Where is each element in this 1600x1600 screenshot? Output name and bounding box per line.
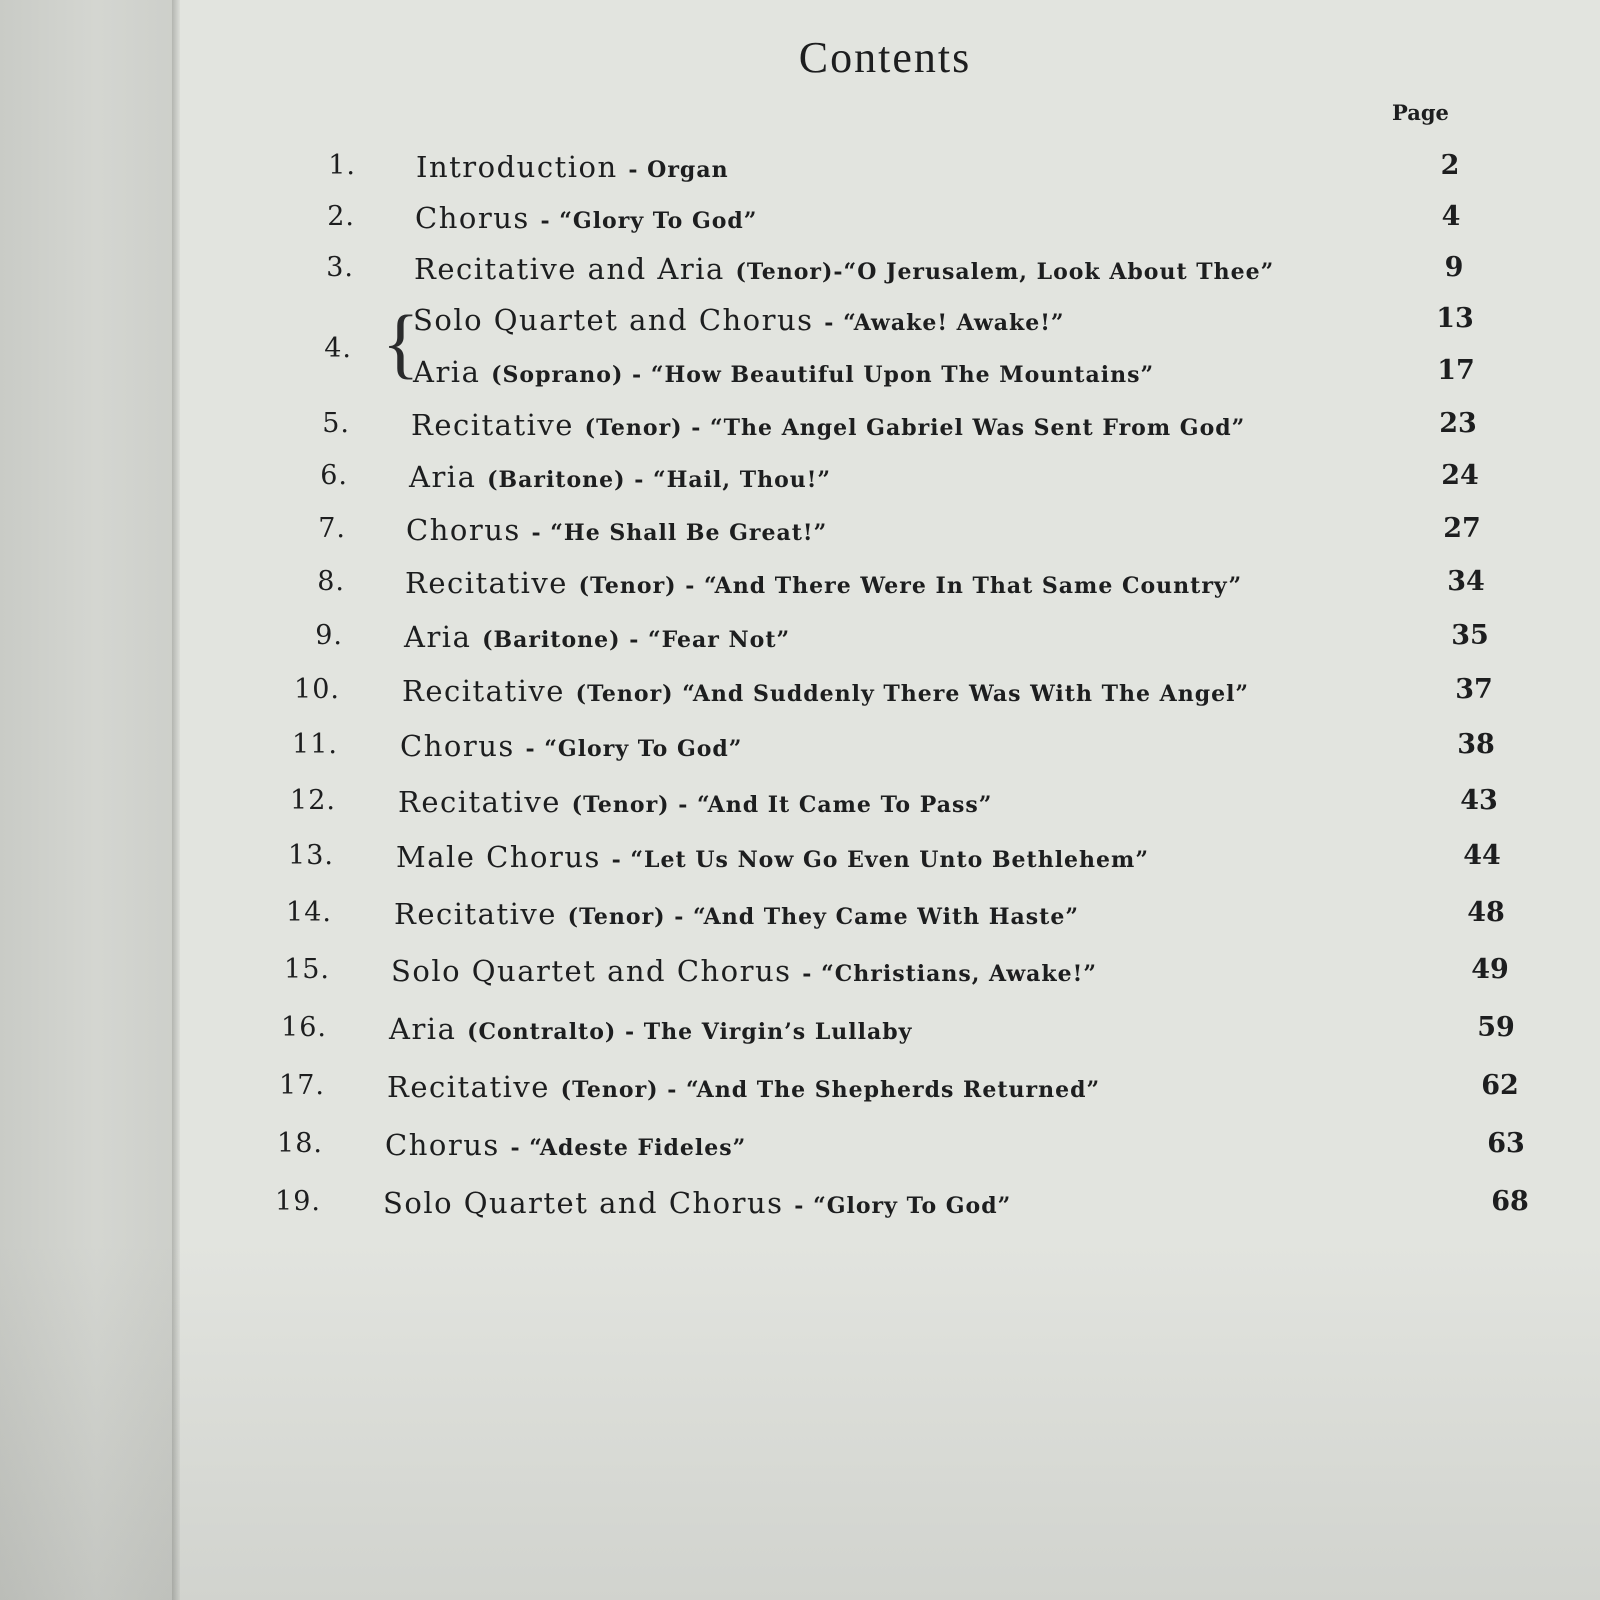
entry-page: 24 xyxy=(1441,460,1479,491)
entry-detail: (Baritone) - “Hail, Thou!” xyxy=(487,467,832,493)
entry-number: 1. xyxy=(328,150,356,181)
entry-detail: - “Glory To God” xyxy=(794,1193,1012,1219)
entry-title xyxy=(406,513,827,547)
entry-title xyxy=(414,252,1274,286)
entry-number: 18. xyxy=(277,1128,323,1159)
entry-title xyxy=(391,954,1097,988)
entry-title xyxy=(396,840,1149,874)
entry-number: 16. xyxy=(281,1012,327,1043)
entry-main: Recitative xyxy=(394,897,557,931)
entry-title xyxy=(400,729,742,763)
entry-page: 44 xyxy=(1463,840,1501,871)
entry-number: 12. xyxy=(290,785,336,816)
entry-detail: (Tenor) - “And The Shepherds Returned” xyxy=(560,1077,1101,1103)
entry-page: 27 xyxy=(1443,513,1481,544)
entry-4-brace: { xyxy=(382,299,420,386)
entry-title xyxy=(413,355,1154,389)
entry-main: Aria xyxy=(389,1012,457,1046)
entry-page: 63 xyxy=(1487,1128,1525,1159)
page-column-header: Page xyxy=(1392,100,1449,125)
entry-page: 62 xyxy=(1481,1070,1519,1101)
entry-main: Chorus xyxy=(406,513,521,547)
entry-detail: - “Let Us Now Go Even Unto Bethlehem” xyxy=(611,847,1149,873)
entry-detail: - “Adeste Fideles” xyxy=(510,1135,747,1161)
entry-detail: (Soprano) - “How Beautiful Upon The Mountains” xyxy=(491,362,1155,388)
entry-number: 6. xyxy=(320,460,348,491)
entry-main: Solo Quartet and Chorus xyxy=(383,1186,784,1220)
entry-title xyxy=(402,674,1249,708)
entry-detail: - Organ xyxy=(628,157,729,183)
entry-number: 14. xyxy=(286,897,332,928)
entry-detail: (Tenor) “And Suddenly There Was With The Angel” xyxy=(575,681,1250,707)
entry-main: Solo Quartet and Chorus xyxy=(413,303,814,337)
entry-main: Recitative and Aria xyxy=(414,252,725,286)
entry-number: 10. xyxy=(294,674,340,705)
entry-page: 2 xyxy=(1440,150,1460,181)
entry-page: 23 xyxy=(1439,408,1477,439)
entry-page: 17 xyxy=(1437,355,1475,386)
page-title: Contents xyxy=(798,33,972,82)
entry-detail: - “Awake! Awake!” xyxy=(824,310,1065,336)
entry-title xyxy=(389,1012,912,1046)
entry-detail: (Baritone) - “Fear Not” xyxy=(482,627,791,653)
entry-title xyxy=(387,1070,1100,1104)
entry-page: 68 xyxy=(1491,1186,1529,1217)
entry-page: 43 xyxy=(1460,785,1498,816)
entry-page: 48 xyxy=(1467,897,1505,928)
entry-detail: (Tenor) - “And There Were In That Same Country” xyxy=(578,573,1243,599)
entry-main: Aria xyxy=(413,355,481,389)
entry-title xyxy=(404,620,790,654)
entry-main: Chorus xyxy=(385,1128,500,1162)
entry-main: Chorus xyxy=(400,729,515,763)
entry-main: Introduction xyxy=(416,150,618,184)
entry-page: 13 xyxy=(1436,303,1474,334)
entry-number: 4. xyxy=(324,333,352,364)
entry-main: Recitative xyxy=(411,408,574,442)
entry-main: Chorus xyxy=(415,201,530,235)
entry-main: Recitative xyxy=(402,674,565,708)
entry-main: Aria xyxy=(409,460,477,494)
entry-number: 8. xyxy=(317,566,345,597)
entry-detail: (Contralto) - The Virgin’s Lullaby xyxy=(467,1019,913,1045)
entry-main: Male Chorus xyxy=(396,840,601,874)
entry-main: Recitative xyxy=(387,1070,550,1104)
entry-number: 17. xyxy=(279,1070,325,1101)
entry-detail: (Tenor)-“O Jerusalem, Look About Thee” xyxy=(735,259,1275,285)
entry-title xyxy=(398,785,992,819)
entry-page: 59 xyxy=(1477,1012,1515,1043)
entry-detail: - “He Shall Be Great!” xyxy=(531,520,828,546)
entry-detail: - “Glory To God” xyxy=(525,736,743,762)
entry-number: 2. xyxy=(327,201,355,232)
entry-number: 9. xyxy=(315,620,343,651)
entry-number: 11. xyxy=(292,729,338,760)
entry-title xyxy=(383,1186,1011,1220)
entry-number: 7. xyxy=(318,513,346,544)
entry-number: 15. xyxy=(284,954,330,985)
entry-page: 38 xyxy=(1457,729,1495,760)
entry-title xyxy=(415,201,757,235)
entry-main: Recitative xyxy=(405,566,568,600)
entry-detail: (Tenor) - “And They Came With Haste” xyxy=(567,904,1079,930)
entry-page: 34 xyxy=(1447,566,1485,597)
entry-detail: - “Christians, Awake!” xyxy=(802,961,1097,987)
entry-title xyxy=(411,408,1245,442)
entry-number: 13. xyxy=(288,840,334,871)
entry-main: Recitative xyxy=(398,785,561,819)
entry-page: 35 xyxy=(1451,620,1489,651)
entry-page: 9 xyxy=(1444,252,1464,283)
entry-page: 37 xyxy=(1455,674,1493,705)
entry-main: Aria xyxy=(404,620,472,654)
entry-page: 49 xyxy=(1471,954,1509,985)
entry-page: 4 xyxy=(1441,201,1461,232)
entry-detail: - “Glory To God” xyxy=(540,208,758,234)
entry-number: 19. xyxy=(275,1186,321,1217)
entry-detail: (Tenor) - “The Angel Gabriel Was Sent From God” xyxy=(584,415,1246,441)
entry-main: Solo Quartet and Chorus xyxy=(391,954,792,988)
entry-number: 5. xyxy=(322,408,350,439)
entry-title xyxy=(405,566,1242,600)
entry-title xyxy=(409,460,831,494)
entry-title xyxy=(394,897,1079,931)
entry-title xyxy=(416,150,729,184)
entry-number: 3. xyxy=(326,252,354,283)
bottom-shadow xyxy=(0,1240,1600,1600)
entry-title xyxy=(413,303,1065,337)
entry-title xyxy=(385,1128,746,1162)
entry-detail: (Tenor) - “And It Came To Pass” xyxy=(571,792,993,818)
